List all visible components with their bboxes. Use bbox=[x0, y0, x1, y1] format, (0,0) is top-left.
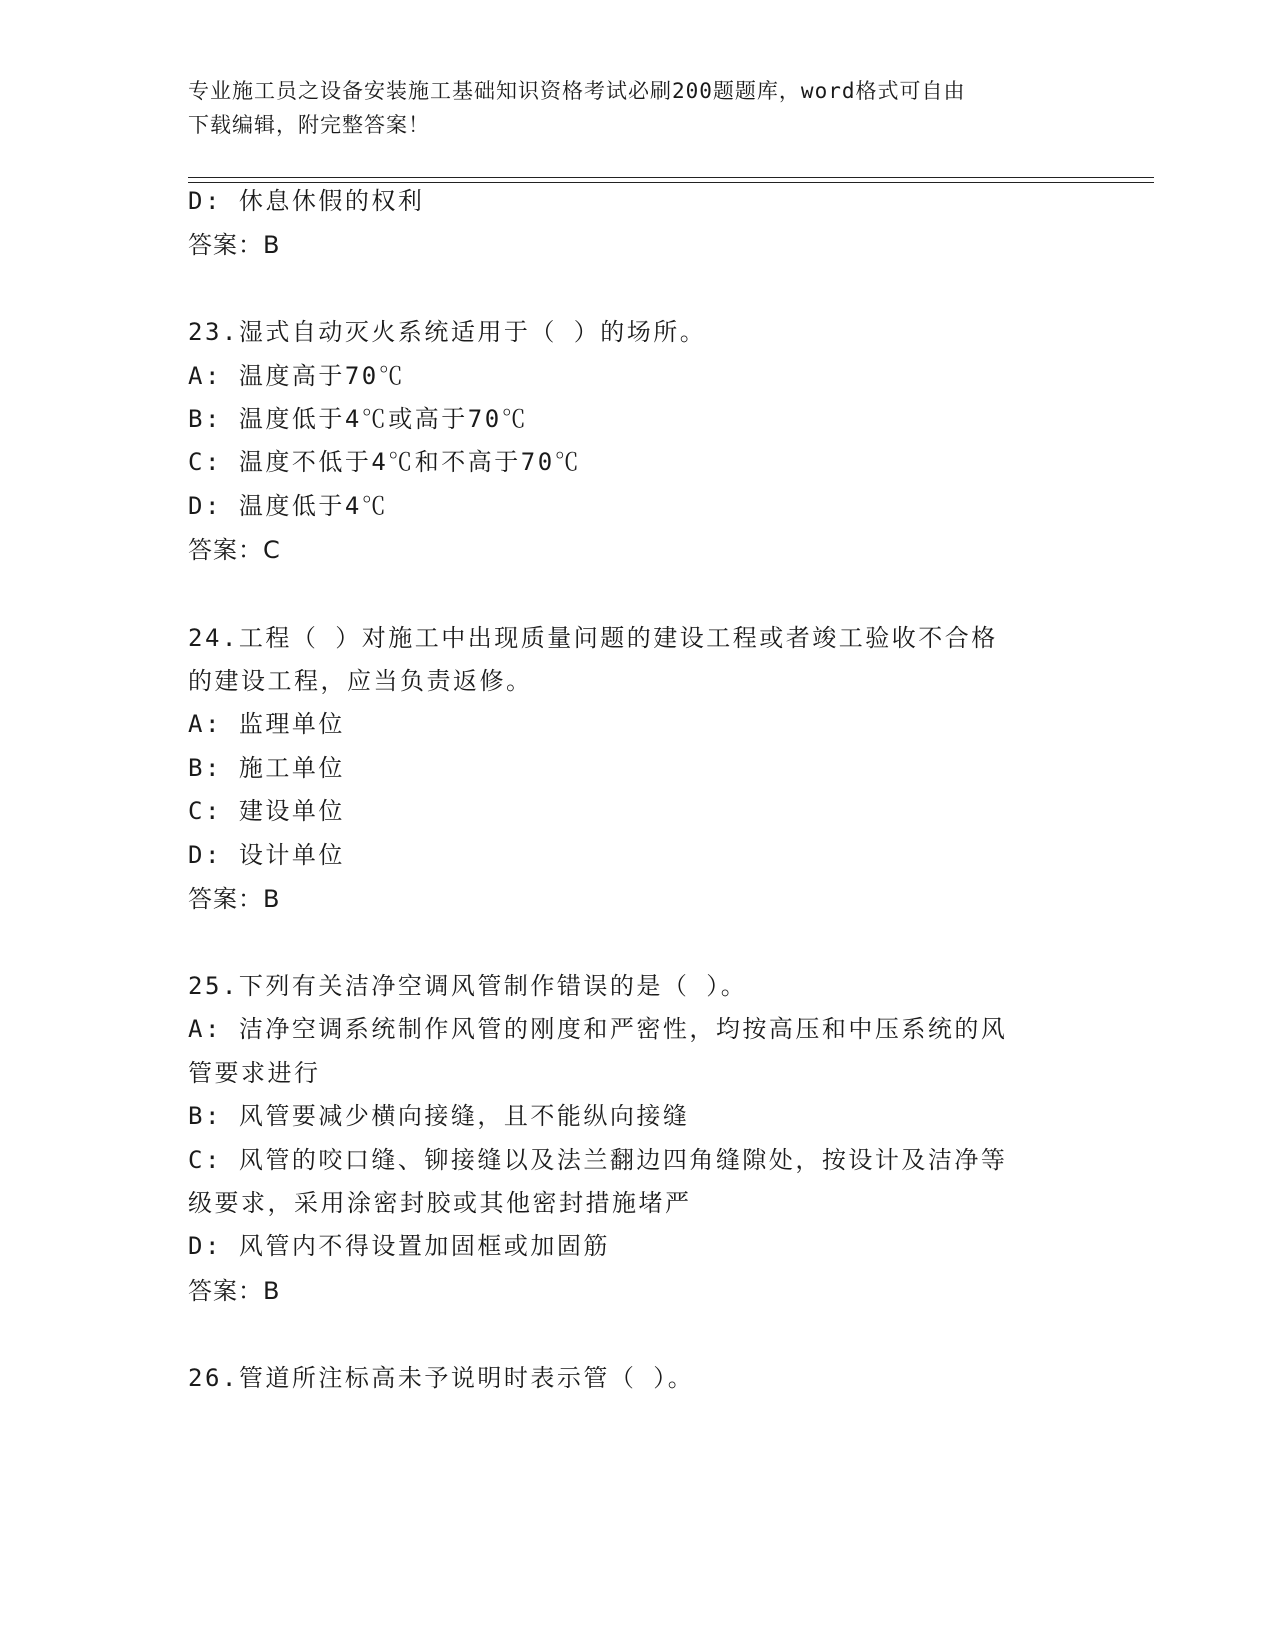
q23-option-b: B: 温度低于4℃或高于70℃ bbox=[188, 405, 529, 433]
q25-option-b: B: 风管要减少横向接缝，且不能纵向接缝 bbox=[188, 1102, 690, 1130]
prev-question-option-d: D: 休息休假的权利 bbox=[188, 187, 425, 215]
q24-answer: 答案：B bbox=[188, 885, 281, 913]
header-divider-bottom bbox=[188, 182, 1154, 183]
q25-option-c-line-2: 级要求，采用涂密封胶或其他密封措施堵严 bbox=[188, 1189, 692, 1217]
header-title-line-2: 下载编辑，附完整答案！ bbox=[188, 113, 430, 137]
q24-option-a: A: 监理单位 bbox=[188, 710, 345, 738]
q25-option-d: D: 风管内不得设置加固框或加固筋 bbox=[188, 1232, 610, 1260]
header-divider-top bbox=[188, 177, 1154, 178]
q25-answer: 答案：B bbox=[188, 1277, 281, 1305]
document-header bbox=[188, 74, 1078, 142]
q25-option-c-line-1: C: 风管的咬口缝、铆接缝以及法兰翻边四角缝隙处，按设计及洁净等 bbox=[188, 1146, 1008, 1174]
q23-option-d: D: 温度低于4℃ bbox=[188, 492, 389, 520]
q23-stem: 23.湿式自动灭火系统适用于（ ）的场所。 bbox=[188, 318, 707, 346]
q23-answer: 答案：C bbox=[188, 536, 281, 564]
q24-stem-line-2: 的建设工程，应当负责返修。 bbox=[188, 667, 533, 695]
q26-stem: 26.管道所注标高未予说明时表示管（ ）。 bbox=[188, 1364, 695, 1392]
prev-question-answer: 答案：B bbox=[188, 231, 281, 259]
q23-option-a: A: 温度高于70℃ bbox=[188, 362, 406, 390]
q24-option-d: D: 设计单位 bbox=[188, 841, 345, 869]
header-title-line-1: 专业施工员之设备安装施工基础知识资格考试必刷200题题库，word格式可自由 bbox=[188, 79, 966, 103]
q23-option-c: C: 温度不低于4℃和不高于70℃ bbox=[188, 448, 582, 476]
q24-option-b: B: 施工单位 bbox=[188, 754, 345, 782]
q24-option-c: C: 建设单位 bbox=[188, 797, 345, 825]
q24-stem-line-1: 24.工程（ ）对施工中出现质量问题的建设工程或者竣工验收不合格 bbox=[188, 624, 998, 652]
q25-stem: 25.下列有关洁净空调风管制作错误的是（ ）。 bbox=[188, 972, 748, 1000]
q25-option-a-line-1: A: 洁净空调系统制作风管的刚度和严密性，均按高压和中压系统的风 bbox=[188, 1015, 1008, 1043]
q25-option-a-line-2: 管要求进行 bbox=[188, 1059, 321, 1087]
